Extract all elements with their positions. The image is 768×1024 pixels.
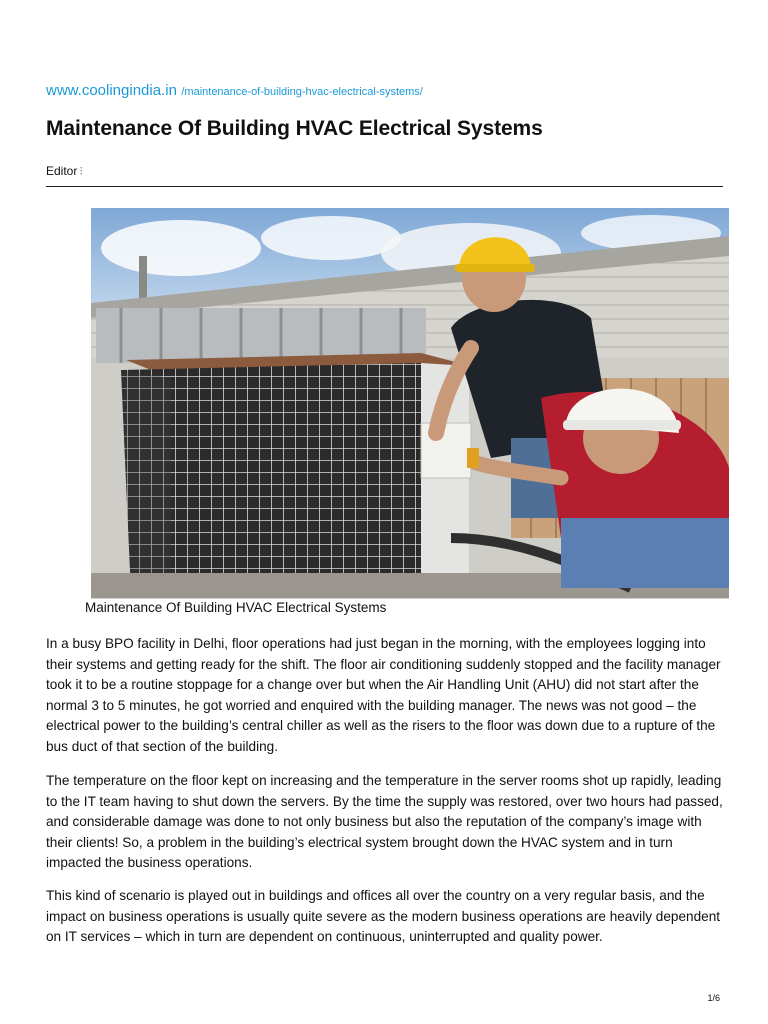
body-paragraph-1: In a busy BPO facility in Delhi, floor operations had just began in the morning, with the employees logging into their systems and getting ready for the shift. The floor air conditioning suddenly stopped and the facility manager took it to be a routine stoppage for a change over but when the Air Handling Unit (AHU) did not start after the normal 3 to 5 minutes, he got worried and enquired with the building manager. The news was not good – the electrical power to the building’s central chiller as well as the risers to the floor was down due to a rupture of the bus duct of that section of the building. — [46, 636, 721, 754]
author-name: Editor — [46, 164, 78, 178]
author-line — [46, 164, 83, 178]
source-url — [46, 82, 423, 100]
hvac-technicians-illustration — [91, 208, 729, 598]
article-photo — [91, 208, 729, 599]
body-paragraph-3: This kind of scenario is played out in buildings and offices all over the country on a very regular basis, and the impact on business operations is usually quite severe as the modern business operations are heavily dependent on IT services – which in turn are dependent on continuous, uninterrupted and quality power. — [46, 888, 721, 944]
source-path-link[interactable]: /maintenance-of-building-hvac-electrical-systems/ — [181, 86, 423, 98]
source-domain-link[interactable]: www.coolingindia.in — [46, 82, 177, 99]
header-divider — [46, 186, 723, 187]
author-separator: ⁝ — [79, 164, 84, 178]
page-number: 1/6 — [707, 993, 720, 1003]
image-caption: Maintenance Of Building HVAC Electrical Systems — [85, 600, 387, 615]
body-paragraph-2: The temperature on the floor kept on increasing and the temperature in the server rooms shot up rapidly, leading to the IT team having to shut down the servers. By the time the supply was restored, over two hours had passed, and considerable damage was done to not only business but also the reputation of the company’s image with their clients! So, a problem in the building’s electrical system brought down the HVAC system and in turn impacted the business operations. — [46, 773, 723, 870]
article-title: Maintenance Of Building HVAC Electrical Systems — [46, 117, 543, 140]
